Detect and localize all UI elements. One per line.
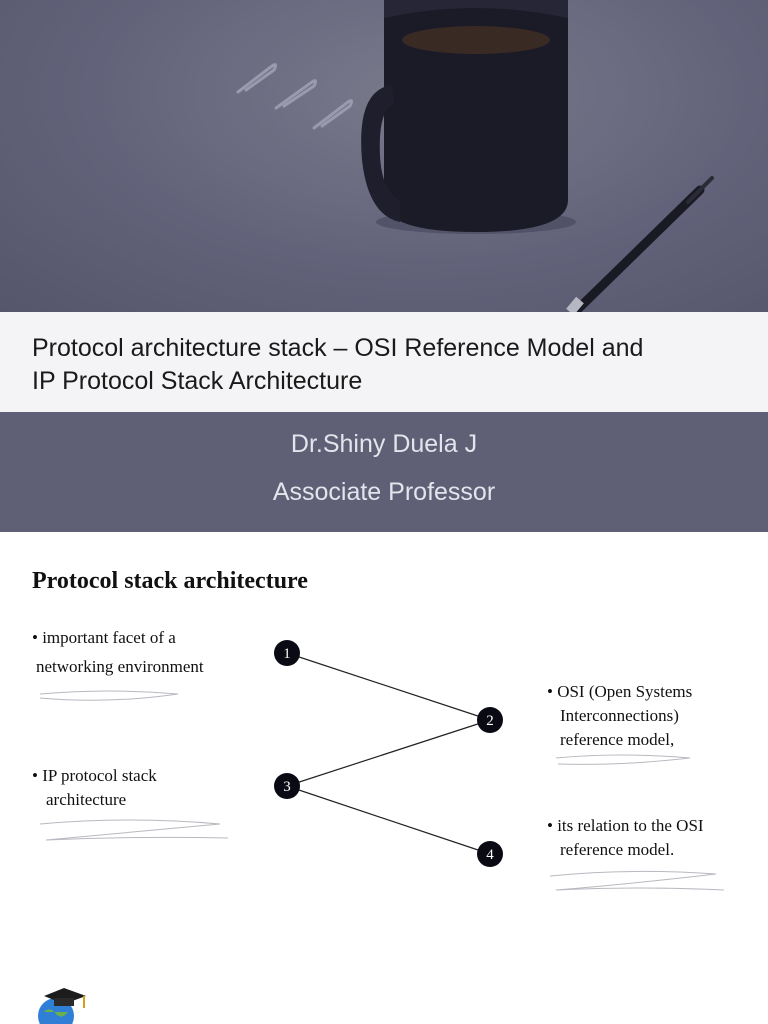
desk-photo-illustration bbox=[0, 0, 768, 312]
bullet-text-line: reference model. bbox=[560, 840, 675, 859]
connector-1-2 bbox=[287, 653, 490, 720]
bullet-text-line: Interconnections) bbox=[560, 706, 679, 725]
author-name: Dr.Shiny Duela J bbox=[290, 430, 478, 458]
node-label: 1 bbox=[283, 646, 291, 662]
connector-3-2 bbox=[287, 720, 490, 786]
bullet-text-line: architecture bbox=[46, 790, 127, 809]
connector-3-4 bbox=[287, 786, 490, 854]
slide-heading: Protocol stack architecture bbox=[32, 568, 308, 594]
pen-image bbox=[570, 178, 712, 312]
bullet-text-line: reference model, bbox=[560, 730, 675, 749]
slide-title bbox=[32, 332, 732, 398]
diagram-node-2 bbox=[477, 707, 503, 733]
bullet-text-line: OSI (Open Systems bbox=[557, 682, 693, 701]
bullet-dot: • bbox=[32, 628, 38, 647]
desk-photo bbox=[0, 0, 768, 312]
bullet-dot: • bbox=[547, 682, 553, 701]
bullet-text-line: networking environment bbox=[36, 657, 204, 676]
diagram-node-1 bbox=[274, 640, 300, 666]
bullet-text-line: IP protocol stack bbox=[42, 766, 157, 785]
paperclip-icon bbox=[238, 65, 352, 128]
bullet-dot: • bbox=[547, 816, 553, 835]
graduation-globe-icon bbox=[36, 984, 90, 1024]
slide-title-line-1: Protocol architecture stack – OSI Reference Model and bbox=[32, 334, 644, 362]
bullet-ip-stack bbox=[32, 764, 262, 812]
slide-title-line-2: IP Protocol Stack Architecture bbox=[32, 367, 363, 395]
bullet-text-line: its relation to the OSI bbox=[557, 816, 704, 835]
bullet-osi-relation bbox=[547, 814, 762, 862]
node-label: 3 bbox=[283, 779, 291, 795]
bullet-dot: • bbox=[32, 766, 38, 785]
node-label: 2 bbox=[486, 713, 494, 729]
diagram-node-4 bbox=[477, 841, 503, 867]
content-slide bbox=[0, 532, 768, 1024]
bullet-networking-facet bbox=[32, 626, 262, 684]
coffee-mug-image bbox=[361, 0, 576, 234]
node-label: 4 bbox=[486, 847, 494, 863]
bullet-osi-model bbox=[547, 680, 757, 752]
bullet-text-line: important facet of a bbox=[42, 628, 176, 647]
author-role: Associate Professor bbox=[272, 478, 496, 506]
diagram-node-3 bbox=[274, 773, 300, 799]
